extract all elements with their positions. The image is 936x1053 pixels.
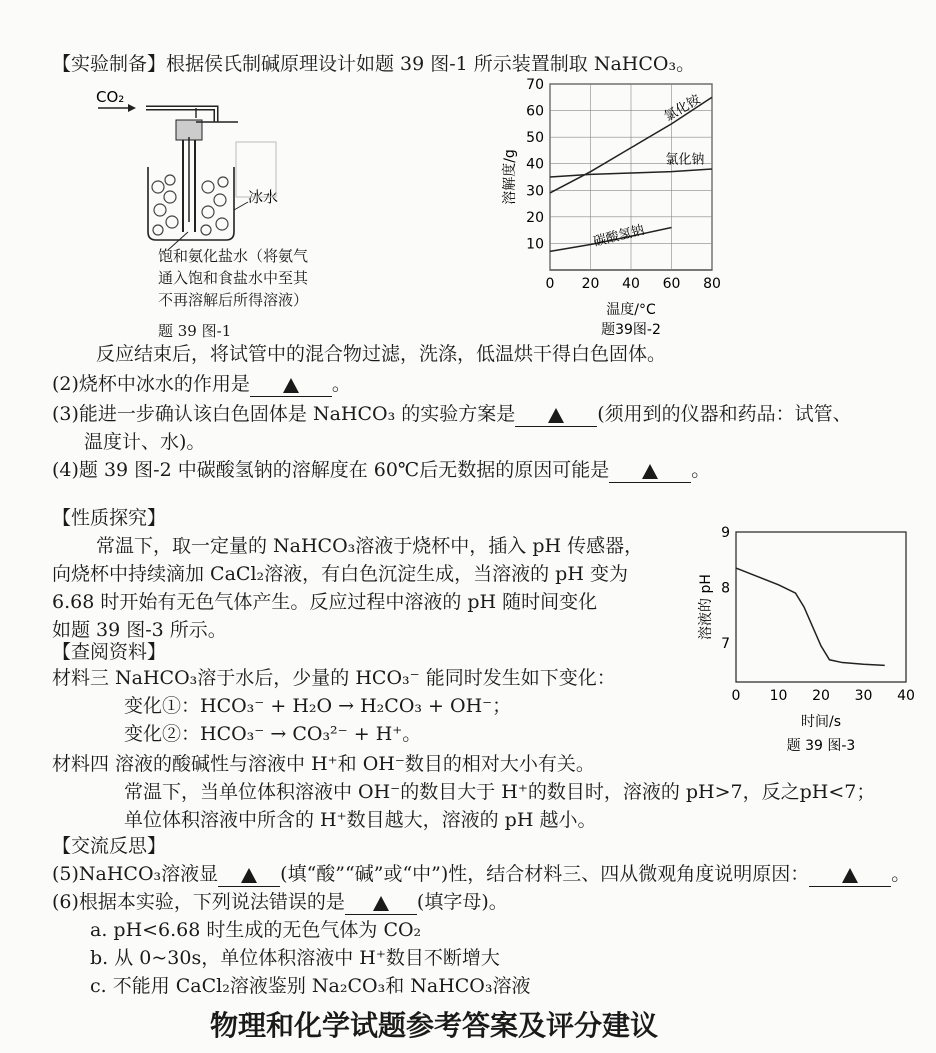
y-tick-label: 9 [721, 525, 730, 541]
figure1-caption: 题 39 图-1 [158, 322, 232, 340]
material-3: 材料三 NaHCO₃溶于水后，少量的 HCO₃⁻ 能同时发生如下变化： [52, 667, 616, 689]
ph-chart [690, 520, 930, 760]
change-2: 变化②：HCO₃⁻ → CO₃²⁻ + H⁺。 [124, 723, 422, 745]
x-tick-label: 20 [812, 688, 830, 704]
y-tick-label: 30 [526, 183, 544, 200]
x-tick-label: 20 [581, 276, 600, 292]
series-line-1 [736, 568, 885, 665]
co2-label: CO₂ [96, 88, 125, 106]
series-label: 氯化铵 [661, 92, 704, 125]
apparatus-desc-1: 饱和氨化盐水（将氨气 [158, 247, 309, 265]
y-tick-label: 20 [526, 209, 544, 226]
x-tick-label: 0 [545, 276, 555, 292]
section-reflection: 【交流反思】 [52, 835, 167, 857]
material-4-line2: 常温下，当单位体积溶液中 OH⁻的数目大于 H⁺的数目时，溶液的 pH>7，反之pH<7； [124, 781, 876, 803]
answer-blank-icon [642, 464, 658, 479]
question-3-cont: 温度计、水)。 [84, 431, 206, 453]
x-axis-label: 时间/s [800, 714, 842, 730]
section-header: 【实验制备】根据侯氏制碱原理设计如题 39 图-1 所示装置制取 NaHCO₃。 [52, 53, 696, 75]
x-tick-label: 60 [662, 276, 681, 292]
answer-blank-icon [373, 896, 389, 911]
material-4-line3: 单位体积溶液中所含的 H⁺数目越大，溶液的 pH 越小。 [124, 809, 597, 831]
answer-blank-icon [842, 868, 858, 883]
x-tick-label: 0 [731, 688, 741, 704]
solubility-chart [488, 72, 738, 340]
y-tick-label: 7 [721, 636, 730, 653]
y-axis-label: 溶解度/g [502, 149, 518, 205]
apparatus-desc-3: 不再溶解后所得溶液） [158, 291, 309, 309]
question-4: (4)题 39 图-2 中碳酸氢钠的溶解度在 60℃后无数据的原因可能是 。 [52, 459, 711, 481]
section-properties: 【性质探究】 [52, 507, 167, 529]
plot-frame [736, 532, 906, 682]
text-line: 向烧杯中持续滴加 CaCl₂溶液，有白色沉淀生成，当溶液的 pH 变为 [52, 563, 628, 585]
text-line: 6.68 时开始有无色气体产生。反应过程中溶液的 pH 随时间变化 [52, 591, 598, 613]
chart-caption: 题39图-2 [601, 322, 661, 338]
x-tick-label: 30 [854, 688, 873, 704]
text-line: 常温下，取一定量的 NaHCO₃溶液于烧杯中，插入 pH 传感器， [96, 535, 644, 557]
arrow-head-icon [128, 104, 136, 112]
series-label: 氯化钠 [665, 152, 705, 168]
option-c: c. 不能用 CaCl₂溶液鉴别 Na₂CO₃和 NaHCO₃溶液 [90, 975, 531, 997]
question-2: (2)烧杯中冰水的作用是 。 [52, 373, 351, 395]
question-3: (3)能进一步确认该白色固体是 NaHCO₃ 的实验方案是 (须用到的仪器和药品：试管、 [52, 403, 852, 425]
y-tick-label: 60 [526, 103, 544, 120]
x-tick-label: 80 [703, 276, 721, 292]
y-tick-label: 40 [526, 156, 544, 173]
y-tick-label: 10 [526, 236, 544, 253]
section-references: 【查阅资料】 [52, 641, 167, 663]
y-tick-label: 70 [526, 77, 544, 93]
x-tick-label: 40 [897, 688, 915, 704]
x-tick-label: 40 [622, 276, 640, 292]
question-6: (6)根据本实验，下列说法错误的是 (填字母)。 [52, 891, 508, 913]
footer-title: 物理和化学试题参考答案及评分建议 [210, 1009, 659, 1042]
option-a: a. pH<6.68 时生成的无色气体为 CO₂ [90, 919, 422, 941]
material-4: 材料四 溶液的酸碱性与溶液中 H⁺和 OH⁻数目的相对大小有关。 [52, 753, 595, 775]
answer-blank-icon [241, 868, 257, 883]
x-axis-label: 温度/°C [606, 302, 656, 318]
chart-caption: 题 39 图-3 [786, 738, 856, 754]
x-tick-label: 10 [769, 688, 788, 704]
text-line: 反应结束后，将试管中的混合物过滤，洗涤，低温烘干得白色固体。 [96, 343, 667, 365]
answer-blank-icon [548, 408, 564, 423]
ice-cubes [152, 175, 228, 235]
y-axis-label: 溶液的 pH [698, 574, 714, 640]
change-1: 变化①：HCO₃⁻ + H₂O → H₂CO₃ + OH⁻； [124, 695, 512, 717]
answer-blank-icon [283, 378, 299, 393]
ice-water-label: 冰水 [248, 188, 279, 206]
y-tick-label: 8 [721, 580, 730, 597]
apparatus-desc-2: 通入饱和食盐水中至其 [158, 269, 309, 287]
y-tick-label: 50 [526, 130, 544, 147]
text-line: 如题 39 图-3 所示。 [52, 619, 227, 641]
series-label: 碳酸氢钠 [591, 222, 646, 250]
option-b: b. 从 0~30s，单位体积溶液中 H⁺数目不断增大 [90, 947, 500, 969]
question-5: (5)NaHCO₃溶液显 (填“酸”“碱”或“中”)性，结合材料三、四从微观角度说明原因： 。 [52, 863, 911, 885]
